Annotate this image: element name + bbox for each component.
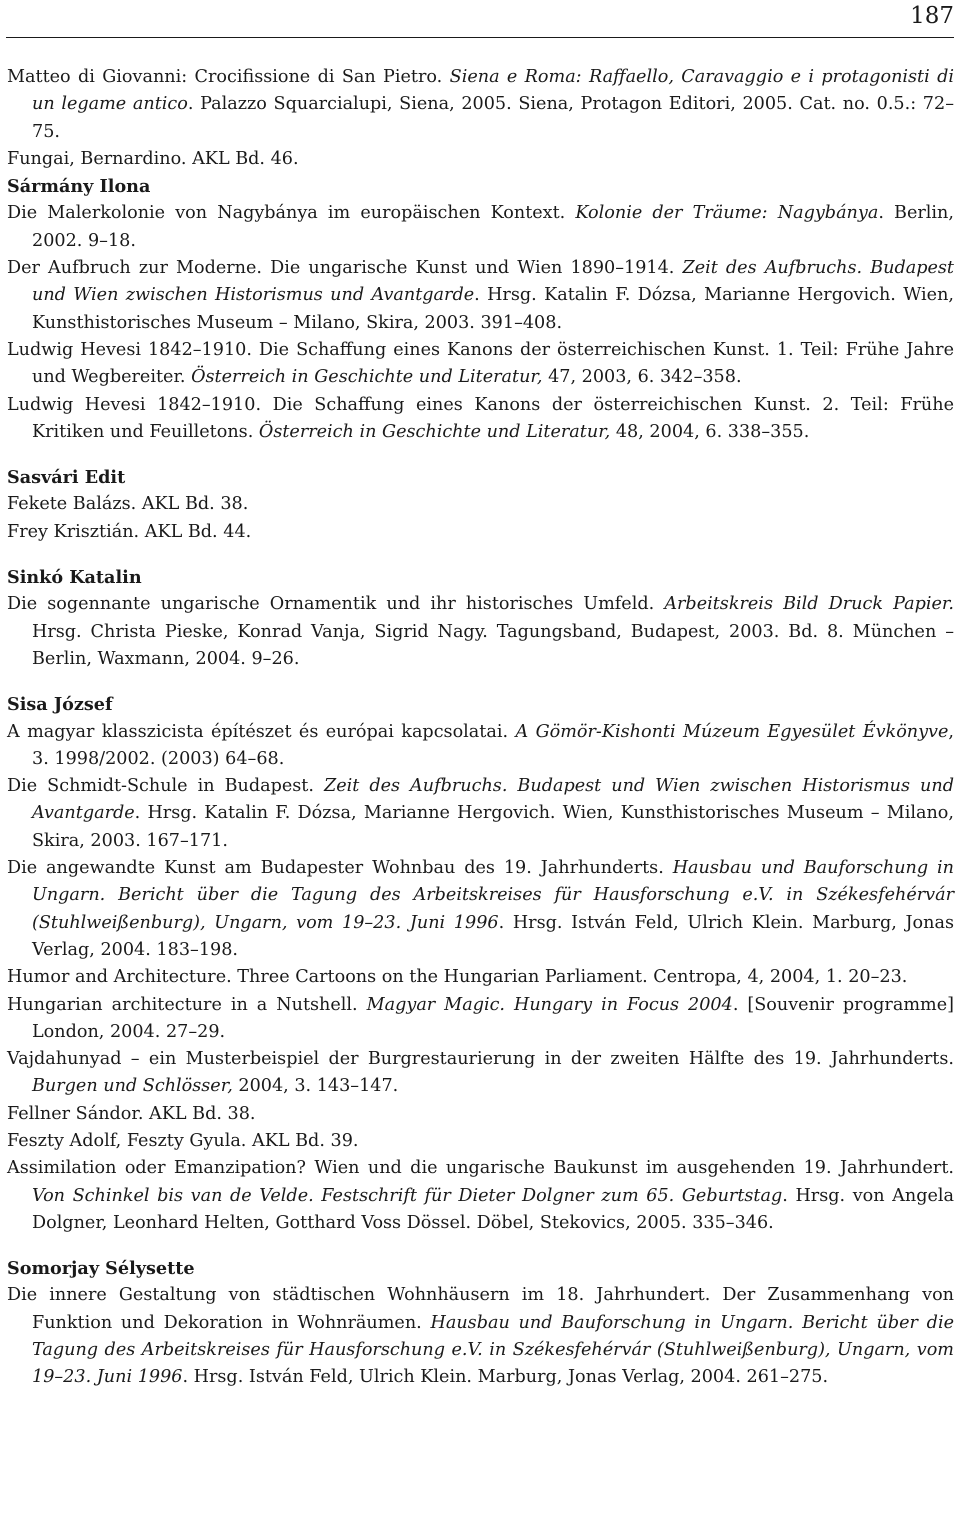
entry-text: Assimilation oder Emanzipation? Wien und die ungarische Baukunst im ausgehenden 19. Jahrhundert.	[7, 1158, 954, 1179]
entry-text: Fekete Balázs. AKL Bd. 38.	[7, 494, 249, 515]
author-heading: Sármány Ilona	[7, 176, 151, 198]
entry-text: Matteo di Giovanni: Crocifissione di San Pietro.	[7, 67, 450, 87]
bibliography-entry	[7, 1282, 954, 1391]
author-heading: Sisa József	[7, 694, 113, 716]
bibliography-section	[7, 173, 954, 446]
entry-text: . Palazzo Squarcialupi, Siena, 2005. Siena, Protagon Editori, 2005. Cat. no. 0.5.: 72–75.	[32, 94, 954, 142]
entry-title-italic: A Gömör-Kishonti Múzeum Egyesület Évkönyve	[515, 721, 949, 742]
bibliography-section	[7, 691, 954, 1237]
bibliography-entry	[7, 992, 954, 1047]
bibliography-section	[7, 564, 954, 673]
bibliography-entry	[7, 64, 954, 146]
entry-text: Der Aufbruch zur Moderne. Die ungarische Kunst und Wien 1890–1914.	[7, 258, 683, 279]
header-rule	[6, 37, 954, 38]
entry-title-italic: Zeit des Aufbruchs. Budapest und Wien zwischen Historismus und Avantgarde	[32, 776, 954, 824]
entry-text: Feszty Adolf, Feszty Gyula. AKL Bd. 39.	[7, 1130, 359, 1151]
entry-title-italic: Österreich in Geschichte und Literatur,	[191, 367, 543, 388]
bibliography-entry	[7, 491, 954, 518]
bibliography-section	[7, 64, 954, 173]
entry-title-italic: Burgen und Schlösser,	[32, 1076, 233, 1097]
entry-text: Hrsg. Christa Pieske, Konrad Vanja, Sigrid Nagy. Tagungsband, Budapest, 2003. Bd. 8. München – Berlin, Waxmann, 2004. 9–26.	[32, 621, 954, 669]
entry-text: . Berlin, 2002. 9–18.	[32, 203, 954, 251]
entry-text: . Hrsg. István Feld, Ulrich Klein. Marburg, Jonas Verlag, 2004. 183–198.	[32, 912, 954, 960]
bibliography-entry	[7, 719, 954, 774]
entry-text: . Hrsg. von Angela Dolgner, Leonhard Helten, Gotthard Voss Dössel. Döbel, Stekovics, 2005. 335–346.	[32, 1185, 954, 1233]
entry-text: Hungarian architecture in a Nutshell.	[7, 994, 367, 1015]
entry-text: Die Schmidt-Schule in Budapest.	[7, 776, 324, 797]
entry-text: 2004, 3. 143–147.	[232, 1076, 399, 1097]
author-heading: Sinkó Katalin	[7, 567, 142, 589]
bibliography-entry	[7, 1155, 954, 1237]
entry-text: , 3. 1998/2002. (2003) 64–68.	[32, 721, 955, 769]
entry-title-italic: Arbeitskreis Bild Druck Papier.	[664, 594, 954, 615]
bibliography-entry	[7, 591, 954, 673]
bibliography-section	[7, 464, 954, 546]
entry-text: Die Malerkolonie von Nagybánya im europäischen Kontext.	[7, 203, 576, 224]
author-heading: Sasvári Edit	[7, 467, 126, 489]
bibliography-entry	[7, 855, 954, 964]
entry-text: . Hrsg. István Feld, Ulrich Klein. Marburg, Jonas Verlag, 2004. 261–275.	[182, 1367, 829, 1388]
entry-text: Vajdahunyad – ein Musterbeispiel der Burgrestaurierung in der zweiten Hälfte des 19. Jahrhunderts.	[7, 1049, 954, 1070]
page-number: 187	[910, 3, 954, 29]
entry-text: Humor and Architecture. Three Cartoons on the Hungarian Parliament. Centropa, 4, 2004, 1. 20–23.	[7, 967, 908, 988]
entry-text: A magyar klasszicista építészet és európai kapcsolatai.	[7, 721, 516, 742]
entry-title-italic: Zeit des Aufbruchs. Budapest und Wien zwischen Historismus und Avantgarde	[32, 258, 954, 306]
entry-text: . Hrsg. Katalin F. Dózsa, Marianne Hergovich. Wien, Kunsthistorisches Museum – Milano, Skira, 2003. 391–408.	[32, 285, 954, 333]
bibliography-section	[7, 1255, 954, 1391]
entry-text: Ludwig Hevesi 1842–1910. Die Schaffung eines Kanons der österreichischen Kunst. 2. Teil: Frühe Kritiken und Feuilletons.	[7, 394, 954, 442]
entry-title-italic: Magyar Magic. Hungary in Focus 2004	[366, 994, 733, 1015]
entry-text: Die angewandte Kunst am Budapester Wohnbau des 19. Jahrhunderts.	[7, 858, 673, 879]
bibliography-entry	[7, 519, 954, 546]
bibliography-entry	[7, 146, 954, 173]
bibliography-content	[7, 64, 954, 1392]
author-heading: Somorjay Sélysette	[7, 1258, 195, 1280]
bibliography-entry	[7, 1046, 954, 1101]
entry-title-italic: Österreich in Geschichte und Literatur,	[258, 421, 611, 442]
entry-text: . Hrsg. Katalin F. Dózsa, Marianne Hergovich. Wien, Kunsthistorisches Museum – Milano, Skira, 2003. 167–171.	[32, 803, 954, 851]
bibliography-entry	[7, 337, 954, 392]
bibliography-entry	[7, 392, 954, 447]
entry-text: Frey Krisztián. AKL Bd. 44.	[7, 521, 252, 542]
bibliography-entry	[7, 773, 954, 855]
entry-text: Fellner Sándor. AKL Bd. 38.	[7, 1103, 256, 1124]
entry-text: Die sogennante ungarische Ornamentik und ihr historisches Umfeld.	[7, 594, 665, 615]
entry-title-italic: Kolonie der Träume: Nagybánya	[575, 203, 879, 224]
bibliography-entry	[7, 1101, 954, 1128]
entry-title-italic: Siena e Roma: Raffaello, Caravaggio e i protagonisti di un legame antico	[32, 67, 954, 115]
entry-text: 47, 2003, 6. 342–358.	[542, 367, 742, 388]
bibliography-entry	[7, 1128, 954, 1155]
entry-text: Die innere Gestaltung von städtischen Wohnhäusern im 18. Jahrhundert. Der Zusammenhang von Funktion und Dekoration in Wohnräumen.	[7, 1285, 954, 1333]
entry-text: Fungai, Bernardino. AKL Bd. 46.	[7, 148, 299, 169]
entry-text: . [Souvenir programme] London, 2004. 27–29.	[32, 994, 954, 1042]
entry-text: Ludwig Hevesi 1842–1910. Die Schaffung eines Kanons der österreichischen Kunst. 1. Teil: Frühe Jahre und Wegbereiter.	[7, 339, 954, 388]
entry-title-italic: Von Schinkel bis van de Velde. Festschrift für Dieter Dolgner zum 65. Geburtstag	[32, 1185, 783, 1206]
bibliography-entry	[7, 255, 954, 337]
entry-title-italic: Hausbau und Bauforschung in Ungarn. Bericht über die Tagung des Arbeitskreises für Hausforschung e.V. in Székesfehérvár (Stuhlweißenburg), Ungarn, vom 19–23. Juni 1996	[32, 1312, 954, 1388]
entry-title-italic: Hausbau und Bauforschung in Ungarn. Bericht über die Tagung des Arbeitskreises für Hausforschung e.V. in Székesfehérvár (Stuhlweißenburg), Ungarn, vom 19–23. Juni 1996	[32, 858, 955, 933]
entry-text: 48, 2004, 6. 338–355.	[610, 421, 810, 442]
bibliography-entry	[7, 200, 954, 255]
bibliography-entry	[7, 964, 954, 991]
